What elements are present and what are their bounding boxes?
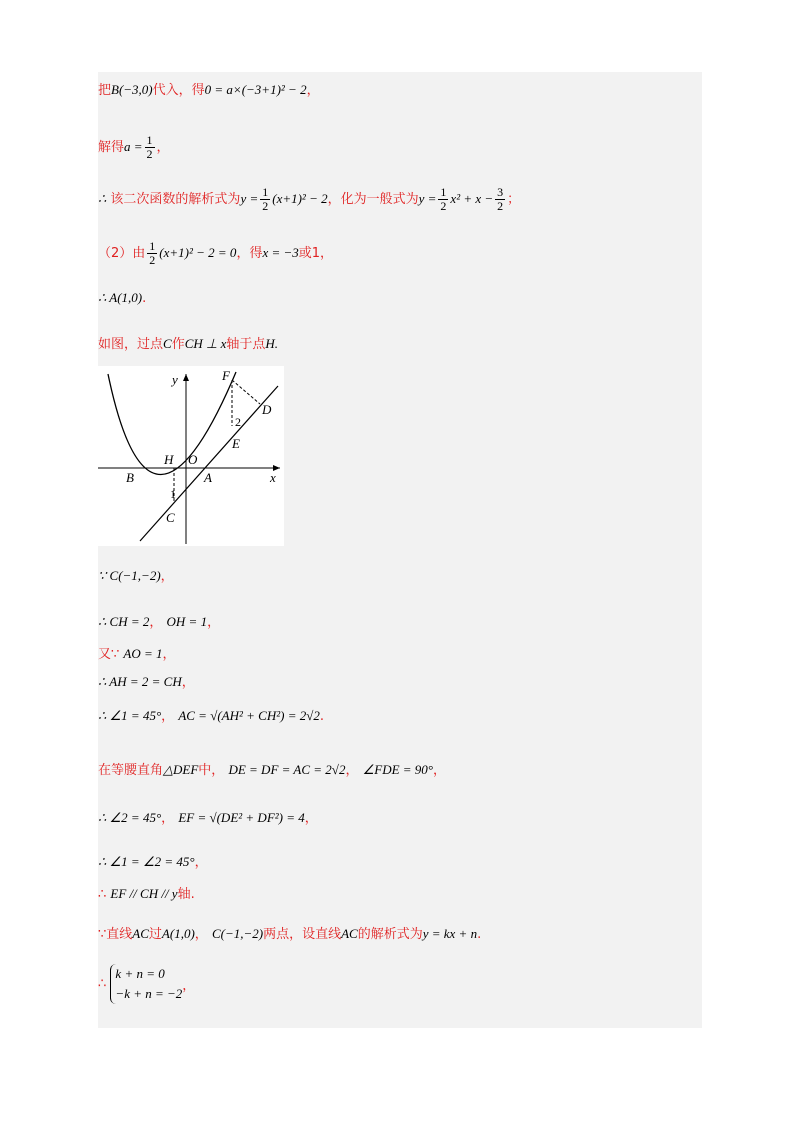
text: ， bbox=[160, 569, 174, 584]
label-o: O bbox=[188, 452, 198, 467]
equation-1: k + n = 0 bbox=[115, 966, 165, 981]
text: 的解析式为 bbox=[357, 927, 423, 942]
text: 两点，设直线 bbox=[263, 927, 342, 942]
text: 或1， bbox=[298, 246, 334, 261]
text: ， bbox=[161, 811, 175, 826]
line-11 bbox=[98, 706, 324, 727]
figure-svg bbox=[98, 366, 284, 546]
line-8 bbox=[98, 612, 220, 633]
formula: ∠FDE = 90° bbox=[362, 762, 434, 777]
text: 中， bbox=[198, 763, 225, 778]
fraction bbox=[495, 186, 505, 213]
label-angle-2: 2 bbox=[235, 415, 241, 429]
text: ， bbox=[162, 647, 176, 662]
text: ， bbox=[207, 615, 221, 630]
text: ， bbox=[149, 615, 163, 630]
text: 该二次函数的解析式为 bbox=[110, 192, 241, 207]
text: 解得 bbox=[98, 140, 125, 155]
line-15 bbox=[98, 884, 195, 905]
formula: (x+1)² − 2 bbox=[272, 191, 328, 206]
text: ∴ bbox=[98, 887, 107, 902]
text: ， bbox=[181, 675, 195, 690]
label-y: y bbox=[172, 372, 178, 387]
formula: ∵ C(−1,−2) bbox=[98, 568, 161, 583]
denominator: 2 bbox=[497, 199, 504, 213]
formula: B(−3,0) bbox=[111, 82, 153, 97]
text: 轴. bbox=[177, 887, 195, 902]
formula: ∴ CH = 2 bbox=[98, 614, 150, 629]
text: . bbox=[477, 927, 482, 942]
formula: y = bbox=[418, 191, 437, 206]
text: ， bbox=[194, 855, 208, 870]
line-10 bbox=[98, 672, 195, 693]
formula: ∴ AH = 2 = CH bbox=[98, 674, 182, 689]
label-b: B bbox=[126, 470, 134, 485]
text: 在等腰直角 bbox=[98, 763, 164, 778]
line-6 bbox=[98, 334, 278, 355]
text: . bbox=[142, 291, 147, 306]
fraction bbox=[260, 186, 270, 213]
text: 过 bbox=[148, 927, 162, 942]
line-12 bbox=[98, 760, 446, 781]
formula: x = −3 bbox=[262, 245, 299, 260]
therefore-symbol: ∴ bbox=[98, 976, 107, 992]
line-4 bbox=[98, 240, 333, 267]
line-13 bbox=[98, 808, 318, 829]
denominator: 2 bbox=[262, 199, 269, 213]
label-f: F bbox=[222, 368, 230, 383]
text: 如图，过点 bbox=[98, 337, 164, 352]
formula: OH = 1 bbox=[166, 614, 208, 629]
text: . bbox=[319, 709, 324, 724]
denominator: 2 bbox=[440, 199, 447, 213]
line-2 bbox=[98, 134, 170, 161]
label-h: H bbox=[164, 452, 174, 467]
formula: △DEF bbox=[163, 762, 199, 777]
text: ， bbox=[182, 978, 196, 994]
line-1 bbox=[98, 80, 320, 101]
label-x: x bbox=[270, 470, 276, 485]
text: ， bbox=[345, 763, 359, 778]
formula: AC bbox=[132, 926, 149, 941]
formula: x² + x − bbox=[450, 191, 494, 206]
numerator: 1 bbox=[440, 185, 447, 199]
formula: CH ⊥ x bbox=[184, 336, 227, 351]
text: ， bbox=[194, 927, 208, 942]
denominator: 2 bbox=[146, 147, 153, 161]
formula: 0 = a×(−3+1)² − 2 bbox=[204, 82, 307, 97]
line-16 bbox=[98, 924, 481, 945]
text: ∵直线 bbox=[98, 927, 133, 942]
point-label: C bbox=[163, 336, 172, 351]
dashed-fd bbox=[232, 380, 260, 404]
formula: AC bbox=[341, 926, 358, 941]
therefore-symbol: ∴ bbox=[98, 191, 107, 206]
line-9 bbox=[98, 644, 176, 665]
formula: ∴ ∠1 = 45° bbox=[98, 708, 162, 723]
formula: ∴ ∠1 = ∠2 = 45° bbox=[98, 854, 195, 869]
formula: EF = √(DE² + DF²) = 4 bbox=[178, 810, 305, 825]
line-5 bbox=[98, 288, 146, 309]
formula: AC = √(AH² + CH²) = 2√2 bbox=[178, 708, 320, 723]
text: ，得 bbox=[236, 246, 263, 261]
text: ， bbox=[306, 83, 320, 98]
text: ， bbox=[161, 709, 175, 724]
text: ， bbox=[156, 140, 170, 155]
point-label: H. bbox=[265, 336, 279, 351]
formula: AO = 1 bbox=[123, 646, 163, 661]
label-d: D bbox=[262, 402, 272, 417]
text: 轴于点 bbox=[226, 337, 266, 352]
formula: ∴ A(1,0) bbox=[98, 290, 143, 305]
denominator: 2 bbox=[149, 253, 156, 267]
line-14 bbox=[98, 852, 208, 873]
text: 又∵ bbox=[98, 647, 120, 662]
formula: ∴ ∠2 = 45° bbox=[98, 810, 162, 825]
formula: (x+1)² − 2 = 0 bbox=[159, 245, 237, 260]
text: ； bbox=[507, 192, 521, 207]
text: 代入，得 bbox=[152, 83, 205, 98]
parabola-figure bbox=[98, 366, 284, 546]
label-a: A bbox=[204, 470, 212, 485]
text: （2）由 bbox=[98, 246, 146, 261]
text: 把 bbox=[98, 83, 112, 98]
equation-2: −k + n = −2 bbox=[115, 986, 183, 1001]
formula: a = bbox=[124, 139, 143, 154]
formula: y = kx + n bbox=[422, 926, 478, 941]
line-7 bbox=[98, 566, 174, 587]
numerator: 1 bbox=[262, 185, 269, 199]
formula: EF // CH // y bbox=[110, 886, 178, 901]
label-angle-1: 1 bbox=[170, 487, 176, 501]
label-e: E bbox=[232, 436, 240, 451]
formula: DE = DF = AC = 2√2 bbox=[228, 762, 346, 777]
formula: y = bbox=[240, 191, 259, 206]
label-c: C bbox=[166, 510, 175, 525]
line-3 bbox=[98, 186, 520, 213]
text: ， bbox=[433, 763, 447, 778]
equation-system bbox=[110, 964, 182, 1004]
formula: C(−1,−2) bbox=[211, 926, 264, 941]
formula: A(1,0) bbox=[161, 926, 195, 941]
fraction bbox=[145, 134, 155, 161]
fraction bbox=[147, 240, 157, 267]
numerator: 1 bbox=[146, 133, 153, 147]
numerator: 3 bbox=[497, 185, 504, 199]
line-17 bbox=[98, 964, 195, 1004]
fraction bbox=[438, 186, 448, 213]
numerator: 1 bbox=[149, 239, 156, 253]
text: ， bbox=[304, 811, 318, 826]
line-ac bbox=[140, 386, 278, 541]
text: 作 bbox=[171, 337, 185, 352]
y-axis-arrow bbox=[183, 374, 189, 381]
text: ，化为一般式为 bbox=[327, 192, 419, 207]
